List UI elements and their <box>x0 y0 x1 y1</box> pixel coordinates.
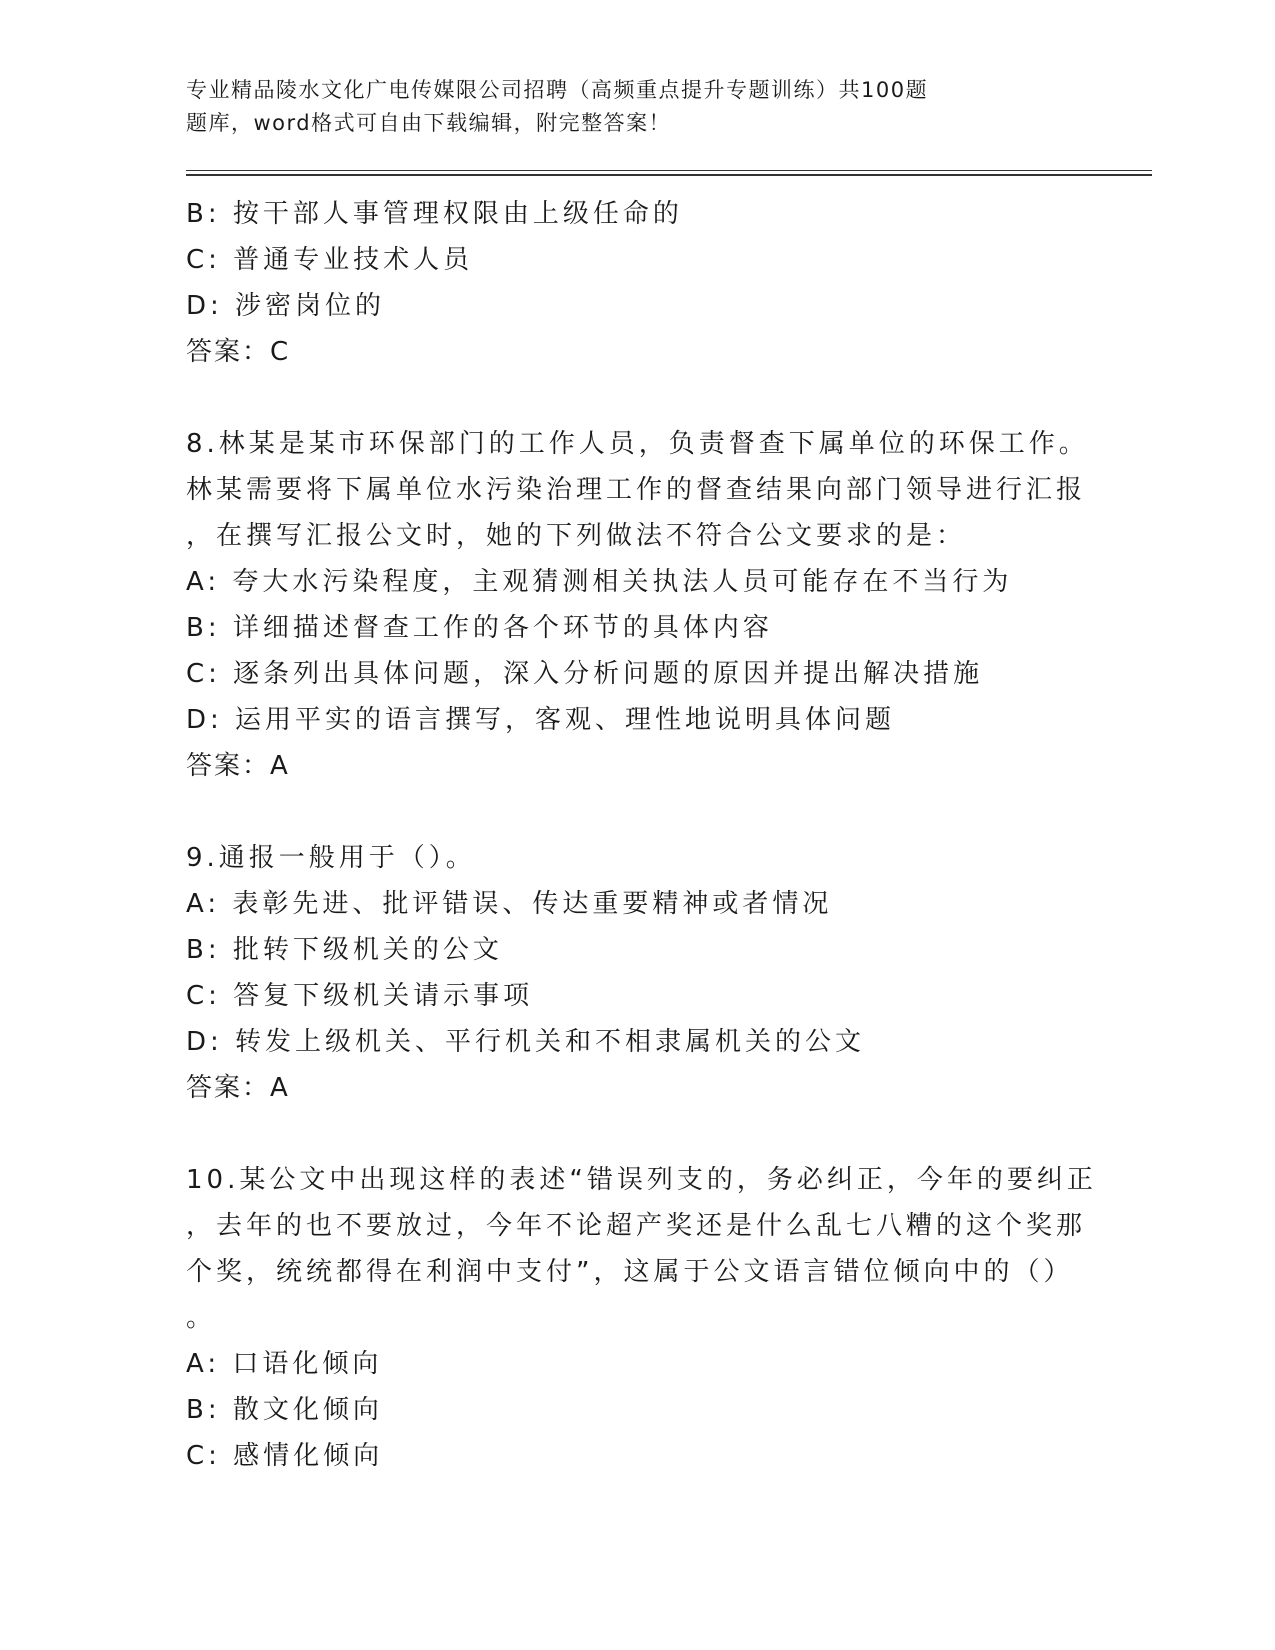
option-a: A: 口语化倾向 <box>186 1349 383 1379</box>
option-d: D: 转发上级机关、平行机关和不相隶属机关的公文 <box>186 1027 866 1057</box>
option-d: D: 运用平实的语言撰写，客观、理性地说明具体问题 <box>186 705 896 735</box>
question-text-line: 个奖，统统都得在利润中支付”，这属于公文语言错位倾向中的（） <box>186 1257 1074 1287</box>
question-text-line: ，在撰写汇报公文时，她的下列做法不符合公文要求的是： <box>186 521 967 551</box>
header-divider-thick <box>186 174 1152 176</box>
question-text-line: 10.某公文中出现这样的表述“错误列支的，务必纠正，今年的要纠正 <box>186 1165 1097 1195</box>
answer: 答案：C <box>186 337 291 367</box>
question-text-line: 8.林某是某市环保部门的工作人员，负责督查下属单位的环保工作。 <box>186 429 1089 459</box>
option-b: B: 按干部人事管理权限由上级任命的 <box>186 199 683 229</box>
option-c: C: 逐条列出具体问题，深入分析问题的原因并提出解决措施 <box>186 659 984 689</box>
spacer <box>186 1111 1086 1157</box>
question-7-tail <box>186 191 1086 375</box>
question-8 <box>186 421 1089 789</box>
answer: 答案：A <box>186 751 290 781</box>
header-divider-thin <box>186 170 1152 171</box>
question-9 <box>186 835 1086 1111</box>
question-text-line: 林某需要将下属单位水污染治理工作的督查结果向部门领导进行汇报 <box>186 475 1087 505</box>
question-text-line: 9.通报一般用于（）。 <box>186 843 476 873</box>
option-c: C: 答复下级机关请示事项 <box>186 981 534 1011</box>
header-title-line-1: 专业精品陵水文化广电传媒限公司招聘（高频重点提升专题训练）共100题 <box>186 78 929 102</box>
option-b: B: 详细描述督查工作的各个环节的具体内容 <box>186 613 773 643</box>
option-c: C: 感情化倾向 <box>186 1441 384 1471</box>
option-a: A: 夸大水污染程度，主观猜测相关执法人员可能存在不当行为 <box>186 567 1013 597</box>
document-body <box>186 191 1097 1479</box>
spacer <box>186 789 1086 835</box>
header-title-line-2: 题库，word格式可自由下载编辑，附完整答案！ <box>186 111 672 135</box>
answer: 答案：A <box>186 1073 290 1103</box>
question-text-line: ，去年的也不要放过，今年不论超产奖还是什么乱七八糟的这个奖那 <box>186 1211 1087 1241</box>
question-10 <box>186 1157 1097 1479</box>
option-b: B: 批转下级机关的公文 <box>186 935 503 965</box>
question-text-line: 。 <box>186 1303 217 1333</box>
option-a: A: 表彰先进、批评错误、传达重要精神或者情况 <box>186 889 833 919</box>
option-c: C: 普通专业技术人员 <box>186 245 474 275</box>
option-d: D: 涉密岗位的 <box>186 291 386 321</box>
option-b: B: 散文化倾向 <box>186 1395 383 1425</box>
spacer <box>186 375 1086 421</box>
document-header <box>186 74 1046 140</box>
